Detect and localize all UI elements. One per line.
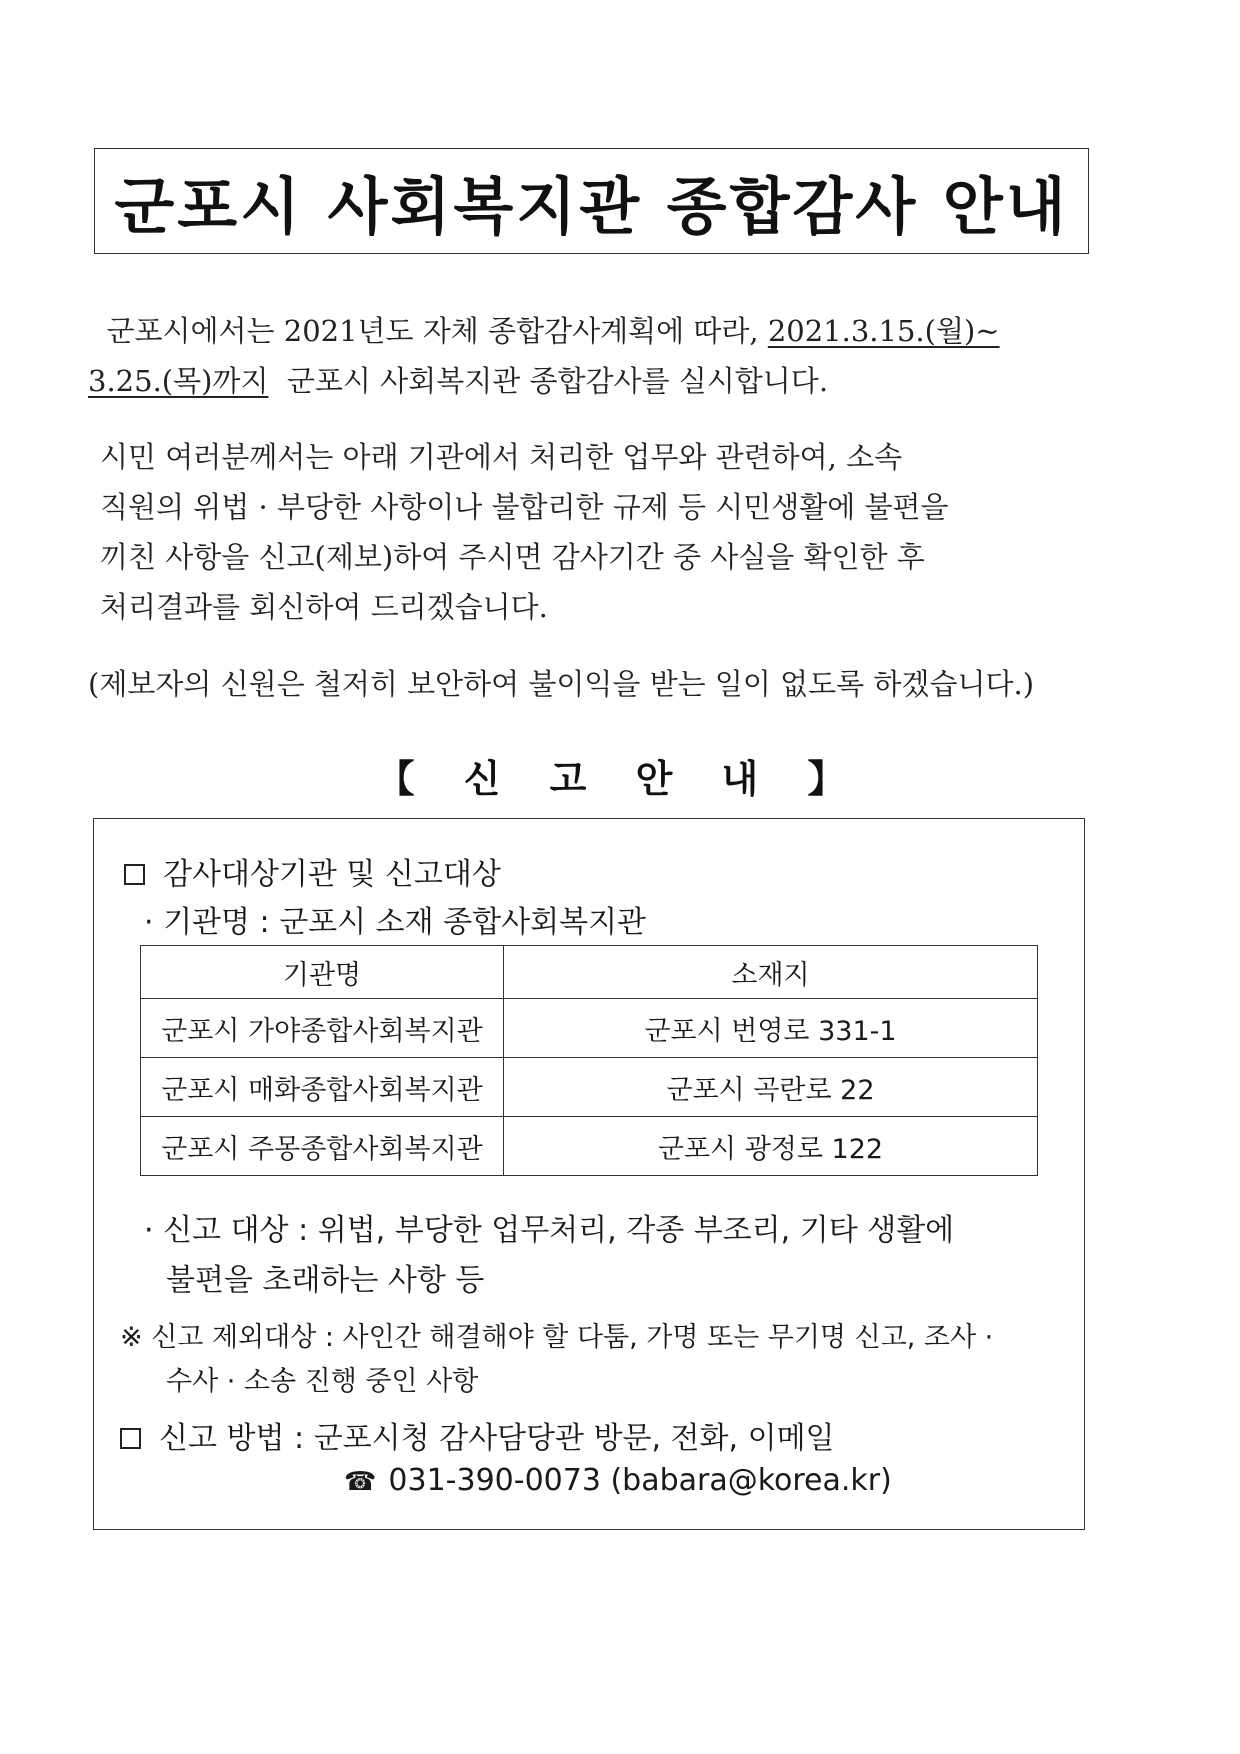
- table-row: [141, 1117, 1038, 1176]
- table-cell: 군포시 매화종합사회복지관: [141, 1058, 504, 1117]
- contact-line: [344, 1463, 892, 1498]
- audit-targets-heading: [124, 849, 501, 893]
- report-method-label: 신고 방법 : 군포시청 감사담당관 방문, 전화, 이메일: [159, 1421, 835, 1456]
- contact-info: 031-390-0073 (babara@korea.kr): [388, 1463, 892, 1498]
- table-row: [141, 999, 1038, 1058]
- intro-paragraph: [88, 306, 1088, 406]
- report-target-line-2: 불편을 초래하는 사항 등: [166, 1263, 485, 1298]
- table-row: [141, 1058, 1038, 1117]
- page-title: 군포시 사회복지관 종합감사 안내: [114, 169, 1069, 243]
- table-cell: 군포시 가야종합사회복지관: [141, 999, 504, 1058]
- institution-line: · 기관명 : 군포시 소재 종합사회복지관: [144, 905, 647, 940]
- intro-text-1: 군포시에서는 2021년도 자체 종합감사계획에 따라,: [106, 314, 768, 348]
- title-box: [94, 148, 1089, 254]
- table-header: 소재지: [504, 946, 1038, 999]
- section-heading: 【 신 고 안 내 】: [376, 757, 864, 801]
- privacy-note: (제보자의 신원은 철저히 보안하여 불이익을 받는 일이 없도록 하겠습니다.): [88, 667, 1035, 701]
- request-paragraph: [88, 432, 1088, 632]
- table-header: 기관명: [141, 946, 504, 999]
- intro-line-1: [88, 306, 1088, 356]
- intro-line-2: [88, 356, 1088, 406]
- exclusion-line-2: 수사 · 소송 진행 중인 사항: [166, 1366, 479, 1397]
- table-cell: 군포시 광정로 122: [504, 1117, 1038, 1176]
- report-info-box: [93, 818, 1085, 1530]
- audit-targets-label: 감사대상기관 및 신고대상: [163, 857, 501, 892]
- intro-text-2: 군포시 사회복지관 종합감사를 실시합니다.: [268, 364, 829, 398]
- report-target-line-1: · 신고 대상 : 위법, 부당한 업무처리, 각종 부조리, 기타 생활에: [144, 1213, 955, 1248]
- request-line: 처리결과를 회신하여 드리겠습니다.: [100, 590, 548, 624]
- checkbox-icon: [124, 864, 145, 885]
- checkbox-icon: [120, 1428, 141, 1449]
- table-cell: 군포시 곡란로 22: [504, 1058, 1038, 1117]
- intro-date-end: 3.25.(목)까지: [88, 364, 269, 398]
- report-method-line: [120, 1413, 835, 1457]
- telephone-icon: ☎: [344, 1467, 377, 1497]
- exclusion-line-1: ※ 신고 제외대상 : 사인간 해결해야 할 다툼, 가명 또는 무기명 신고, 조사 ·: [120, 1322, 994, 1353]
- table-header-row: [141, 946, 1038, 999]
- request-line: 직원의 위법 · 부당한 사항이나 불합리한 규제 등 시민생활에 불편을: [100, 490, 949, 524]
- request-line: 시민 여러분께서는 아래 기관에서 처리한 업무와 관련하여, 소속: [100, 440, 903, 474]
- request-line: 끼친 사항을 신고(제보)하여 주시면 감사기간 중 사실을 확인한 후: [100, 540, 925, 574]
- intro-date-start: 2021.3.15.(월)~: [767, 314, 1000, 348]
- institution-table: [140, 945, 1038, 1176]
- table-cell: 군포시 주몽종합사회복지관: [141, 1117, 504, 1176]
- table-cell: 군포시 번영로 331-1: [504, 999, 1038, 1058]
